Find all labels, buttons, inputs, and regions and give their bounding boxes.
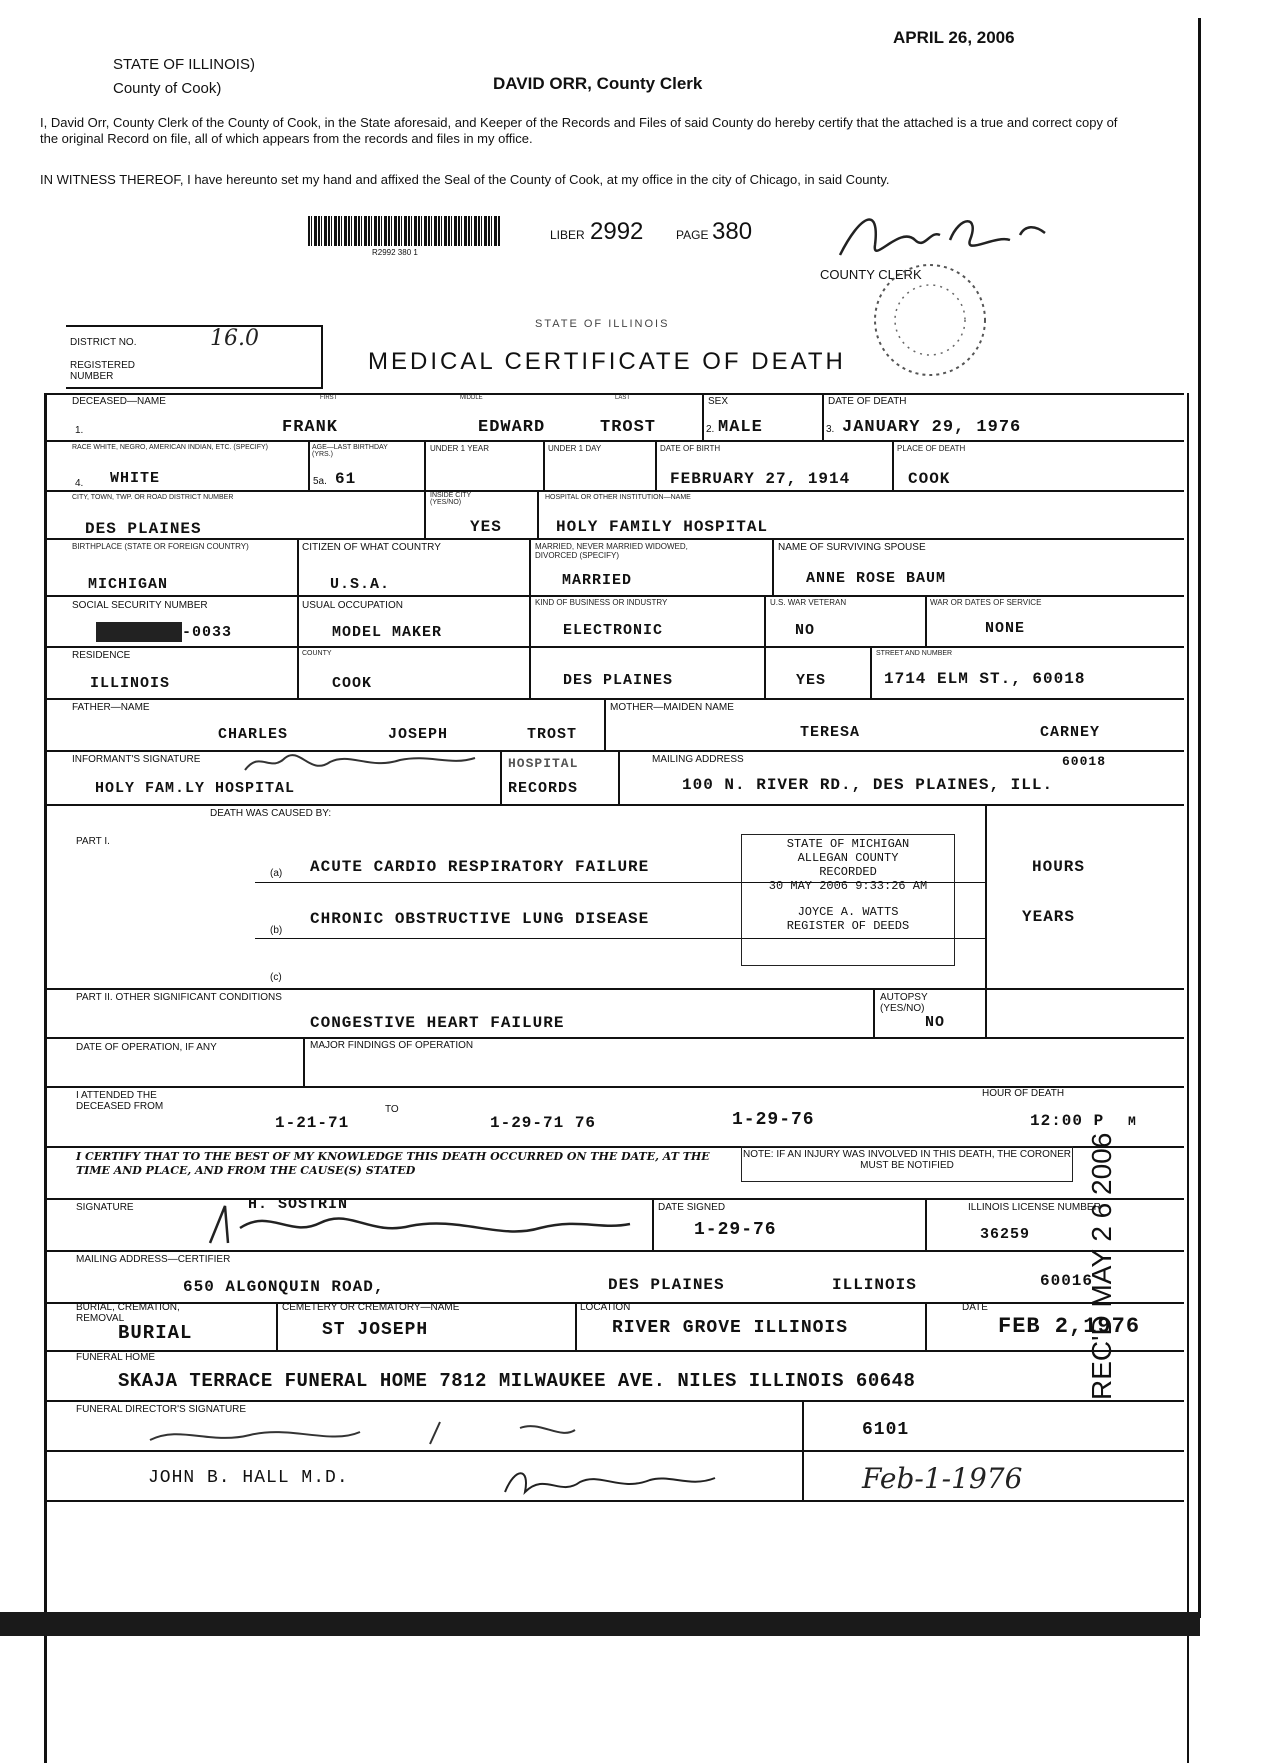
liber-label: LIBER xyxy=(550,228,585,242)
cause-a: ACUTE CARDIO RESPIRATORY FAILURE xyxy=(310,858,650,876)
cemetery-name: ST JOSEPH xyxy=(322,1320,429,1340)
stamp-line4: 30 MAY 2006 9:33:26 AM xyxy=(768,879,928,893)
race-value: WHITE xyxy=(110,470,161,487)
county-clerk-label: COUNTY CLERK xyxy=(820,267,922,282)
label-residence: RESIDENCE xyxy=(72,650,131,661)
registrar-name: JOHN B. HALL M.D. xyxy=(148,1468,349,1488)
residence-inside-city: YES xyxy=(796,672,827,689)
registrar-signature xyxy=(500,1462,720,1502)
witness-paragraph: IN WITNESS THEREOF, I have hereunto set my hand and affixed the Seal of the County of Cook, at my office in the city of Chicago, in said County. xyxy=(40,172,890,187)
label-city-town: CITY, TOWN, TWP. OR ROAD DISTRICT NUMBER xyxy=(72,494,234,501)
sex-value: MALE xyxy=(718,418,763,437)
father-middle: JOSEPH xyxy=(388,726,449,743)
inside-city-value: YES xyxy=(470,518,502,536)
certifier-city: DES PLAINES xyxy=(608,1276,725,1294)
barcode-text: R2992 380 1 xyxy=(372,248,418,257)
label-occupation: USUAL OCCUPATION xyxy=(302,600,403,611)
residence-street: 1714 ELM ST., 60018 xyxy=(884,670,1086,688)
label-informant: INFORMANT'S SIGNATURE xyxy=(72,754,201,765)
informant-value: HOLY FAM.LY HOSPITAL xyxy=(95,780,296,797)
ssn-suffix: -0033 xyxy=(182,624,233,641)
date-of-birth: FEBRUARY 27, 1914 xyxy=(670,470,851,488)
interval-a: HOURS xyxy=(1032,858,1086,876)
certifier-zip: 60016 xyxy=(1040,1272,1094,1290)
county-line: County of Cook) xyxy=(113,80,222,97)
label-cemetery: CEMETERY OR CREMATORY—NAME xyxy=(282,1302,460,1313)
funeral-license: 6101 xyxy=(862,1420,910,1440)
label-place-of-death: PLACE OF DEATH xyxy=(897,444,966,453)
mother-last: CARNEY xyxy=(1040,724,1101,741)
state-line: STATE OF ILLINOIS) xyxy=(113,56,255,73)
label-to: TO xyxy=(385,1104,399,1115)
liber-value: 2992 xyxy=(590,218,644,245)
label-inside-city: INSIDE CITY (YES/NO) xyxy=(430,492,472,506)
label-veteran: U.S. WAR VETERAN xyxy=(770,598,847,607)
certification-date: APRIL 26, 2006 xyxy=(893,28,1015,47)
certification-paragraph: I, David Orr, County Clerk of the County of Cook, in the State aforesaid, and Keeper of the Records and Files of said County do hereby certify that the attached is a true and correct copy of the original Record on file, all of which appears from the records and files in my office. xyxy=(40,115,1118,146)
attended-from: 1-21-71 xyxy=(275,1114,350,1132)
stamp-line6: REGISTER OF DEEDS xyxy=(786,919,910,933)
label-major-findings: MAJOR FINDINGS OF OPERATION xyxy=(310,1040,474,1051)
cause-b: CHRONIC OBSTRUCTIVE LUNG DISEASE xyxy=(310,910,650,928)
label-res-county: COUNTY xyxy=(302,650,332,657)
label-first: FIRST xyxy=(320,395,338,401)
coroner-note: NOTE: IF AN INJURY WAS INVOLVED IN THIS DEATH, THE CORONER MUST BE NOTIFIED xyxy=(741,1146,1073,1182)
label-burial: BURIAL, CREMATION, REMOVAL xyxy=(76,1302,180,1324)
label-autopsy: AUTOPSY (YES/NO) xyxy=(880,992,928,1014)
label-middle: MIDDLE xyxy=(460,395,483,401)
informant-relation-2: RECORDS xyxy=(508,780,579,797)
citizen-value: U.S.A. xyxy=(330,576,391,593)
stamp-line3: RECORDED xyxy=(819,865,877,879)
barcode xyxy=(308,216,500,246)
informant-relation-1: HOSPITAL xyxy=(508,756,579,771)
district-label: DISTRICT NO. xyxy=(70,337,137,348)
label-age: AGE—LAST BIRTHDAY (YRS.) xyxy=(312,444,388,458)
burial-type: BURIAL xyxy=(118,1322,193,1344)
form-state-heading: STATE OF ILLINOIS xyxy=(535,318,670,330)
label-funeral-home: FUNERAL HOME xyxy=(76,1352,156,1363)
residence-county: COOK xyxy=(332,675,373,692)
certifier-state: ILLINOIS xyxy=(832,1276,917,1294)
last-seen: 1-29-76 xyxy=(732,1110,815,1130)
cemetery-location: RIVER GROVE ILLINOIS xyxy=(612,1318,849,1338)
label-signature: SIGNATURE xyxy=(76,1202,134,1213)
received-stamp: REC'D MAY 2 6 2006 xyxy=(1086,1132,1117,1400)
mother-first: TERESA xyxy=(800,724,861,741)
label-citizen: CITIZEN OF WHAT COUNTRY xyxy=(302,542,441,553)
label-mailing: MAILING ADDRESS xyxy=(652,754,744,765)
certifier-signature xyxy=(200,1198,640,1250)
label-under-year: UNDER 1 YEAR xyxy=(430,444,489,453)
funeral-director-signature xyxy=(140,1410,580,1450)
autopsy-value: NO xyxy=(925,1014,946,1031)
residence-state: ILLINOIS xyxy=(90,675,171,692)
interval-b: YEARS xyxy=(1022,908,1076,926)
other-conditions: CONGESTIVE HEART FAILURE xyxy=(310,1014,565,1032)
last-name: TROST xyxy=(600,418,657,437)
stamp-line1: STATE OF MICHIGAN xyxy=(786,837,910,851)
label-street: STREET AND NUMBER xyxy=(876,650,953,657)
veteran-value: NO xyxy=(795,622,816,639)
city-value: DES PLAINES xyxy=(85,520,202,538)
page-label: PAGE xyxy=(676,228,709,242)
informant-zip: 60018 xyxy=(1062,754,1107,769)
label-sex: SEX xyxy=(708,396,729,407)
business-value: ELECTRONIC xyxy=(563,622,664,639)
registered-label: REGISTERED NUMBER xyxy=(70,360,136,382)
label-part2: PART II. OTHER SIGNIFICANT CONDITIONS xyxy=(76,992,282,1003)
page-edge xyxy=(1198,18,1201,1618)
informant-signature xyxy=(240,748,480,778)
label-attended: I ATTENDED THE DECEASED FROM xyxy=(76,1090,164,1112)
label-location: LOCATION xyxy=(580,1302,631,1313)
registrar-date: Feb-1-1976 xyxy=(862,1462,1023,1495)
label-race: RACE WHITE, NEGRO, AMERICAN INDIAN, ETC. (SPECIFY) xyxy=(72,444,269,451)
burial-date: FEB 2,1976 xyxy=(998,1314,1141,1339)
mailing-address: 100 N. RIVER RD., DES PLAINES, ILL. xyxy=(682,776,1054,794)
label-married: MARRIED, NEVER MARRIED WIDOWED, DIVORCED (SPECIFY) xyxy=(535,542,688,560)
label-date-signed: DATE SIGNED xyxy=(658,1202,726,1213)
first-name: FRANK xyxy=(282,418,339,437)
hour-suffix: M xyxy=(1128,1114,1137,1129)
war-dates-value: NONE xyxy=(985,620,1026,637)
father-last: TROST xyxy=(527,726,578,743)
certifier-statement: I CERTIFY THAT TO THE BEST OF MY KNOWLEDGE THIS DEATH OCCURRED ON THE DATE, AT THE TIME AND PLACE, AND FROM THE CAUSE(S) STATED xyxy=(76,1150,710,1177)
middle-name: EDWARD xyxy=(478,418,546,437)
label-birthplace: BIRTHPLACE (STATE OR FOREIGN COUNTRY) xyxy=(72,542,249,551)
label-father: FATHER—NAME xyxy=(72,702,150,713)
clerk-title: DAVID ORR, County Clerk xyxy=(493,74,703,93)
page-value: 380 xyxy=(712,218,753,245)
date-of-death: JANUARY 29, 1976 xyxy=(842,418,1022,437)
stamp-line2: ALLEGAN COUNTY xyxy=(797,851,899,865)
label-date-operation: DATE OF OPERATION, IF ANY xyxy=(76,1042,217,1053)
certifier-street: 650 ALGONQUIN ROAD, xyxy=(183,1278,385,1296)
county-seal xyxy=(860,260,1000,380)
hour-value: 12:00 P xyxy=(1030,1112,1105,1130)
age-value: 61 xyxy=(335,470,357,488)
attended-to: 1-29-71 76 xyxy=(490,1114,597,1132)
label-deceased-name: DECEASED—NAME xyxy=(72,396,166,407)
label-mailing-certifier: MAILING ADDRESS—CERTIFIER xyxy=(76,1254,231,1265)
marital-value: MARRIED xyxy=(562,572,633,589)
label-date-of-birth: DATE OF BIRTH xyxy=(660,444,721,453)
label-hour-of-death: HOUR OF DEATH xyxy=(982,1088,1065,1099)
label-spouse: NAME OF SURVIVING SPOUSE xyxy=(778,542,926,553)
certifier-name: H. SOSTRIN xyxy=(248,1196,349,1213)
county-of-death: COOK xyxy=(908,470,951,488)
ssn-redaction xyxy=(96,622,182,642)
funeral-home: SKAJA TERRACE FUNERAL HOME 7812 MILWAUKEE AVE. NILES ILLINOIS 60648 xyxy=(118,1370,916,1392)
label-ssn: SOCIAL SECURITY NUMBER xyxy=(72,600,208,611)
father-first: CHARLES xyxy=(218,726,289,743)
label-burial-date: DATE xyxy=(962,1302,988,1313)
label-date-of-death: DATE OF DEATH xyxy=(828,396,907,407)
label-mother: MOTHER—MAIDEN NAME xyxy=(610,702,734,713)
label-caused-by: DEATH WAS CAUSED BY: xyxy=(210,808,332,819)
label-war-dates: WAR OR DATES OF SERVICE xyxy=(930,598,1042,607)
label-funeral-director: FUNERAL DIRECTOR'S SIGNATURE xyxy=(76,1404,247,1415)
form-title: MEDICAL CERTIFICATE OF DEATH xyxy=(368,348,846,375)
label-last: LAST xyxy=(615,395,631,401)
residence-city: DES PLAINES xyxy=(563,672,674,689)
label-business: KIND OF BUSINESS OR INDUSTRY xyxy=(535,598,668,607)
michigan-recording-stamp xyxy=(741,834,955,966)
hospital-value: HOLY FAMILY HOSPITAL xyxy=(556,518,769,536)
spouse-value: ANNE ROSE BAUM xyxy=(806,570,947,587)
date-signed: 1-29-76 xyxy=(694,1220,777,1240)
label-part1: PART I. xyxy=(76,836,110,847)
district-value: 16.0 xyxy=(210,326,259,351)
label-under-day: UNDER 1 DAY xyxy=(548,444,602,453)
birthplace-value: MICHIGAN xyxy=(88,576,169,593)
scan-edge xyxy=(0,1612,1200,1636)
license-number: 36259 xyxy=(980,1226,1031,1243)
label-license: ILLINOIS LICENSE NUMBER xyxy=(968,1202,1101,1213)
label-hospital: HOSPITAL OR OTHER INSTITUTION—NAME xyxy=(545,494,691,501)
stamp-line5: JOYCE A. WATTS xyxy=(797,905,899,919)
occupation-value: MODEL MAKER xyxy=(332,624,443,641)
